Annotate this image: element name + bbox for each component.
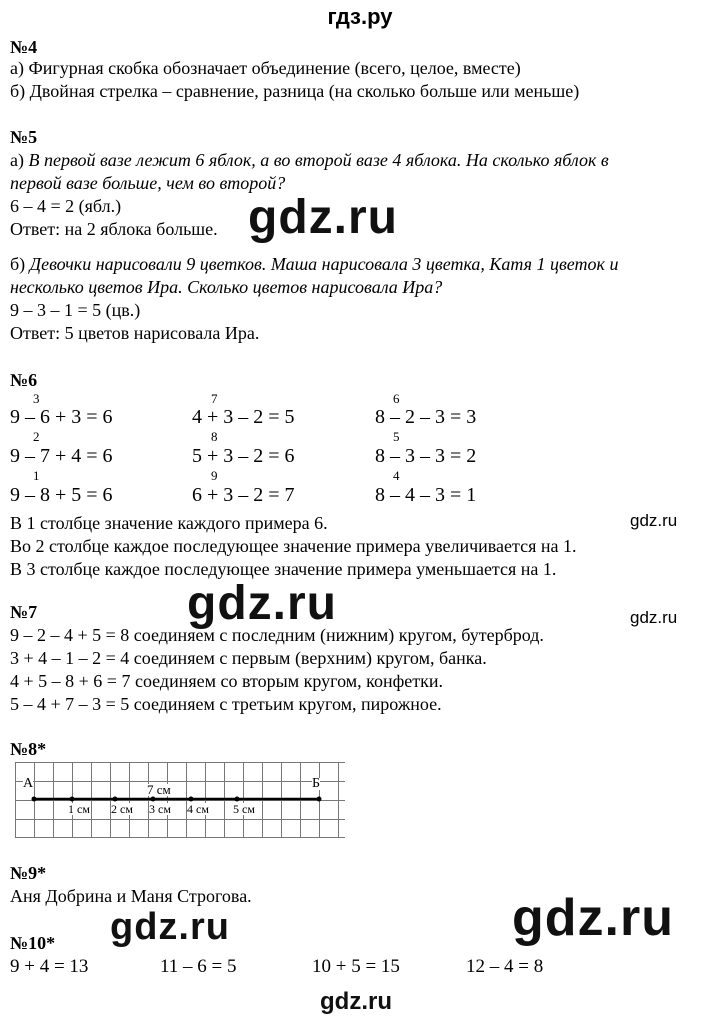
task5-b-calc: 9 – 3 – 1 = 5 (цв.) [10, 300, 141, 320]
task5-a-calc: 6 – 4 = 2 (ябл.) [10, 196, 122, 216]
watermark-large-4: gdz.ru [512, 889, 674, 947]
task5-b-question-1: Девочки нарисовали 9 цветков. Маша нарисовала 3 цветка, Катя 1 цветок и [29, 254, 619, 274]
task8-grid-svg [15, 762, 345, 838]
task5-b-question-2: несколько цветов Ира. Сколько цветов нарисовала Ира? [10, 277, 443, 297]
segment-total-label: 7 см [147, 782, 171, 797]
task6-r2-c2: 5 + 3 – 2 = 6 [192, 445, 295, 467]
task5-a-answer: Ответ: на 2 яблока больше. [10, 219, 218, 239]
task6-r2-c3: 8 – 3 – 3 = 2 [375, 445, 477, 467]
task8-title: №8* [10, 739, 47, 759]
segment-label-4: 4 см [187, 802, 209, 816]
task6-r2-c1: 9 – 7 + 4 = 6 [10, 445, 113, 467]
task4-title: №4 [10, 37, 38, 57]
segment-label-5: 5 см [233, 802, 255, 816]
task6-note-1: В 1 столбце значение каждого примера 6. [10, 513, 328, 533]
task6-r1-c2-sup: 7 [211, 391, 218, 406]
task6-r2-c1-sup: 2 [33, 429, 40, 444]
task6-r2-c3-sup: 5 [393, 429, 400, 444]
task7-line-4: 5 – 4 + 7 – 3 = 5 соединяем с третьим кругом, пирожное. [10, 694, 442, 714]
site-watermark-header: гдз.ру [327, 4, 393, 29]
task6-note-2: Во 2 столбце каждое последующее значение примера увеличивается на 1. [10, 536, 577, 556]
point-b-label: Б [312, 776, 321, 791]
task6-r1-c1-sup: 3 [33, 391, 40, 406]
watermark-large-2: gdz.ru [187, 577, 337, 630]
task6-r2-c2-sup: 8 [211, 429, 218, 444]
tick-5-dot [235, 797, 240, 802]
task7-title: №7 [10, 602, 38, 622]
watermark-small-2: gdz.ru [630, 608, 678, 627]
task6-r1-c3-sup: 6 [393, 391, 400, 406]
segment-label-3: 3 см [149, 802, 171, 816]
task9-title: №9* [10, 863, 47, 883]
task5-a-line1 [10, 149, 609, 171]
segment-label-1: 1 см [68, 802, 90, 816]
point-a-label: А [23, 776, 34, 791]
segment-label-2: 2 см [111, 802, 133, 816]
task7-line-1: 9 – 2 – 4 + 5 = 8 соединяем с последним (нижним) кругом, бутерброд. [10, 625, 544, 645]
task10-eq-4: 12 – 4 = 8 [466, 956, 544, 977]
task10-eq-1: 9 + 4 = 13 [10, 956, 89, 977]
task5-a-prefix: а) [10, 150, 29, 170]
task6-r3-c2: 6 + 3 – 2 = 7 [192, 484, 295, 506]
tick-2-dot [113, 797, 118, 802]
task6-note-3: В 3 столбце каждое последующее значение примера уменьшается на 1. [10, 559, 557, 579]
tick-1-dot [70, 797, 75, 802]
task10-eq-3: 10 + 5 = 15 [312, 956, 400, 977]
task6-r1-c1: 9 – 6 + 3 = 6 [10, 406, 113, 428]
task6-r3-c3-sup: 4 [393, 468, 400, 483]
watermark-large-3: gdz.ru [110, 906, 230, 948]
task6-r1-c2: 4 + 3 – 2 = 5 [192, 406, 295, 428]
point-a-dot [32, 797, 37, 802]
task5-b-answer: Ответ: 5 цветов нарисовала Ира. [10, 323, 260, 343]
task4-line-a: а) Фигурная скобка обозначает объединение (всего, целое, вместе) [10, 58, 521, 78]
task10-title: №10* [10, 933, 56, 953]
task5-a-question-2: первой вазе больше, чем во второй? [10, 173, 286, 193]
watermark-footer: gdz.ru [320, 988, 392, 1015]
tick-3-dot [151, 797, 156, 802]
tick-4-dot [189, 797, 194, 802]
task8-grid [15, 762, 345, 838]
task4-line-b: б) Двойная стрелка – сравнение, разница (на сколько больше или меньше) [10, 81, 580, 101]
task5-title: №5 [10, 127, 38, 147]
task5-b-prefix: б) [10, 254, 30, 274]
task6-r1-c3: 8 – 2 – 3 = 3 [375, 406, 477, 428]
task6-r3-c3: 8 – 4 – 3 = 1 [375, 484, 477, 506]
task9-answer: Аня Добрина и Маня Строгова. [10, 886, 252, 906]
task7-line-2: 3 + 4 – 1 – 2 = 4 соединяем с первым (верхним) кругом, банка. [10, 648, 487, 668]
watermark-small-1: gdz.ru [630, 511, 678, 530]
task7-line-3: 4 + 5 – 8 + 6 = 7 соединяем со вторым кругом, конфетки. [10, 671, 444, 691]
task10-eq-2: 11 – 6 = 5 [160, 956, 237, 977]
task5-a-question-1: В первой вазе лежит 6 яблок, а во второй вазе 4 яблока. На сколько яблок в [28, 150, 609, 170]
task5-b-line1 [10, 253, 618, 275]
watermark-large-1: gdz.ru [248, 191, 398, 244]
task6-r3-c1-sup: 1 [33, 468, 40, 483]
task6-r3-c1: 9 – 8 + 5 = 6 [10, 484, 113, 506]
task6-r3-c2-sup: 9 [211, 468, 218, 483]
point-b-dot [317, 797, 322, 802]
task6-title: №6 [10, 370, 38, 390]
